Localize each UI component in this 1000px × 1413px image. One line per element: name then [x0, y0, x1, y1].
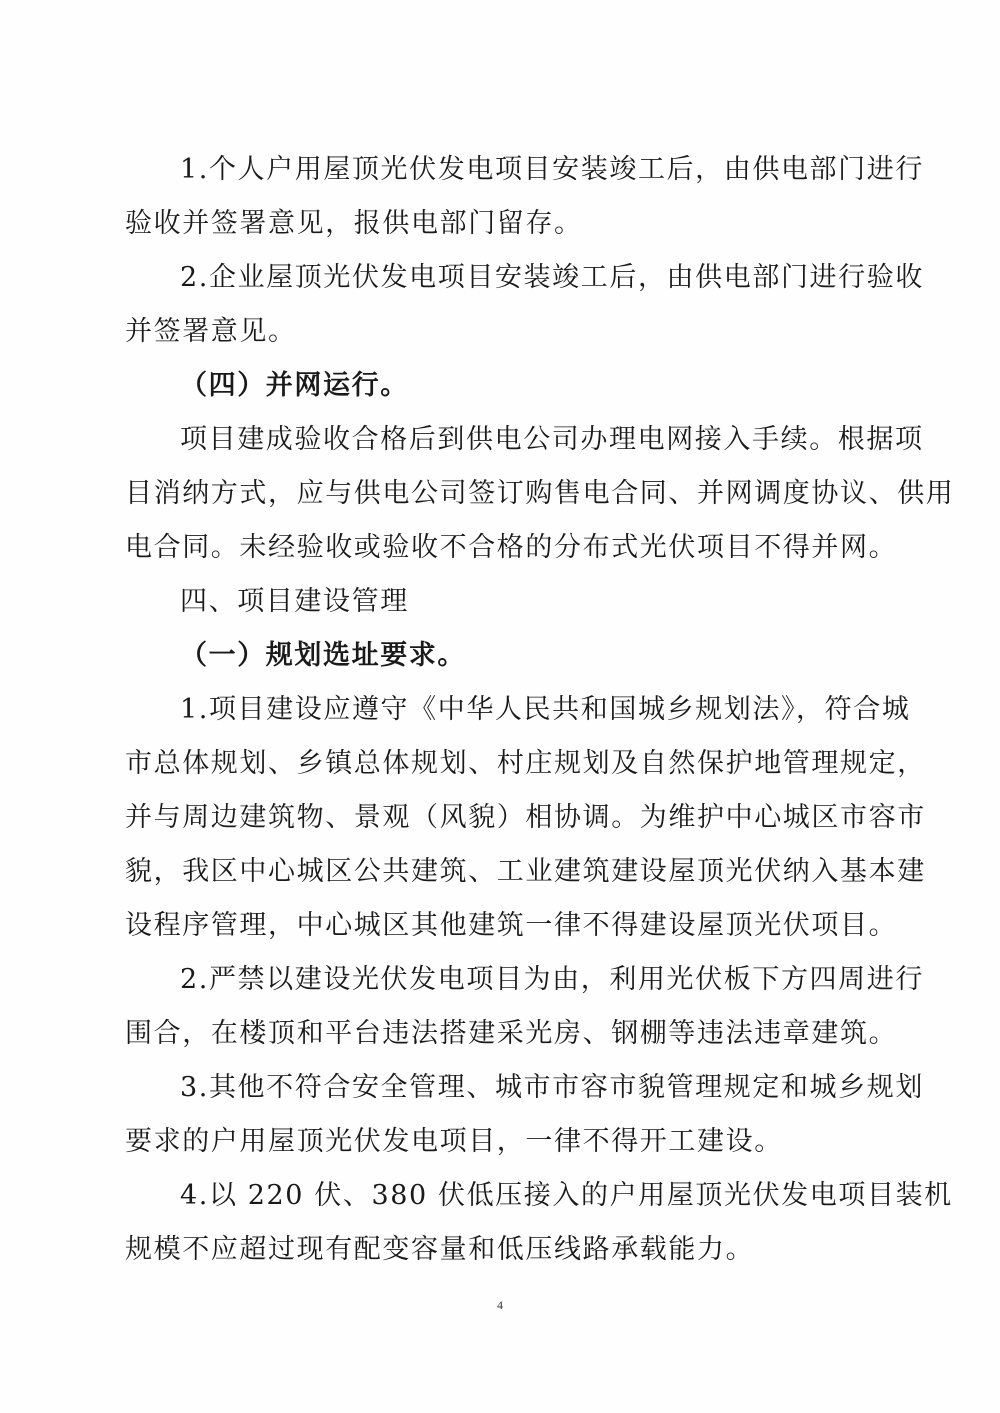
paragraph-line: 规模不应超过现有配变容量和低压线路承载能力。 — [125, 1234, 755, 1265]
paragraph-line: 目消纳方式，应与供电公司签订购售电合同、并网调度协议、供用 — [125, 478, 955, 509]
paragraph-line: 1.个人户用屋顶光伏发电项目安装竣工后，由供电部门进行 — [180, 154, 924, 185]
paragraph-line: 要求的户用屋顶光伏发电项目，一律不得开工建设。 — [125, 1126, 783, 1157]
page-number: 4 — [497, 1298, 503, 1312]
paragraph-line: 3.其他不符合安全管理、城市市容市貌管理规定和城乡规划 — [180, 1072, 924, 1103]
paragraph-line: 2.严禁以建设光伏发电项目为由，利用光伏板下方四周进行 — [180, 964, 924, 995]
section-heading: （四）并网运行。 — [180, 370, 409, 401]
paragraph-line: 电合同。未经验收或验收不合格的分布式光伏项目不得并网。 — [125, 532, 898, 563]
paragraph-line: 并签署意见。 — [125, 316, 297, 347]
paragraph-line: 貌，我区中心城区公共建筑、工业建筑建设屋顶光伏纳入基本建 — [125, 856, 926, 887]
paragraph-line: 设程序管理，中心城区其他建筑一律不得建设屋顶光伏项目。 — [125, 910, 898, 941]
paragraph-line: 2.企业屋顶光伏发电项目安装竣工后，由供电部门进行验收 — [180, 262, 924, 293]
paragraph-line: 项目建成验收合格后到供电公司办理电网接入手续。根据项 — [180, 424, 924, 455]
paragraph-line: 围合，在楼顶和平台违法搭建采光房、钢棚等违法违章建筑。 — [125, 1018, 898, 1049]
paragraph-line: 4.以 220 伏、380 伏低压接入的户用屋顶光伏发电项目装机 — [180, 1180, 953, 1211]
paragraph-line: 并与周边建筑物、景观（风貌）相协调。为维护中心城区市容市 — [125, 802, 926, 833]
paragraph-line: 1.项目建设应遵守《中华人民共和国城乡规划法》，符合城 — [180, 694, 911, 725]
section-heading: （一）规划选址要求。 — [180, 640, 466, 671]
paragraph-line: 市总体规划、乡镇总体规划、村庄规划及自然保护地管理规定， — [125, 748, 926, 779]
chapter-heading: 四、项目建设管理 — [180, 586, 409, 617]
paragraph-line: 验收并签署意见，报供电部门留存。 — [125, 208, 583, 239]
